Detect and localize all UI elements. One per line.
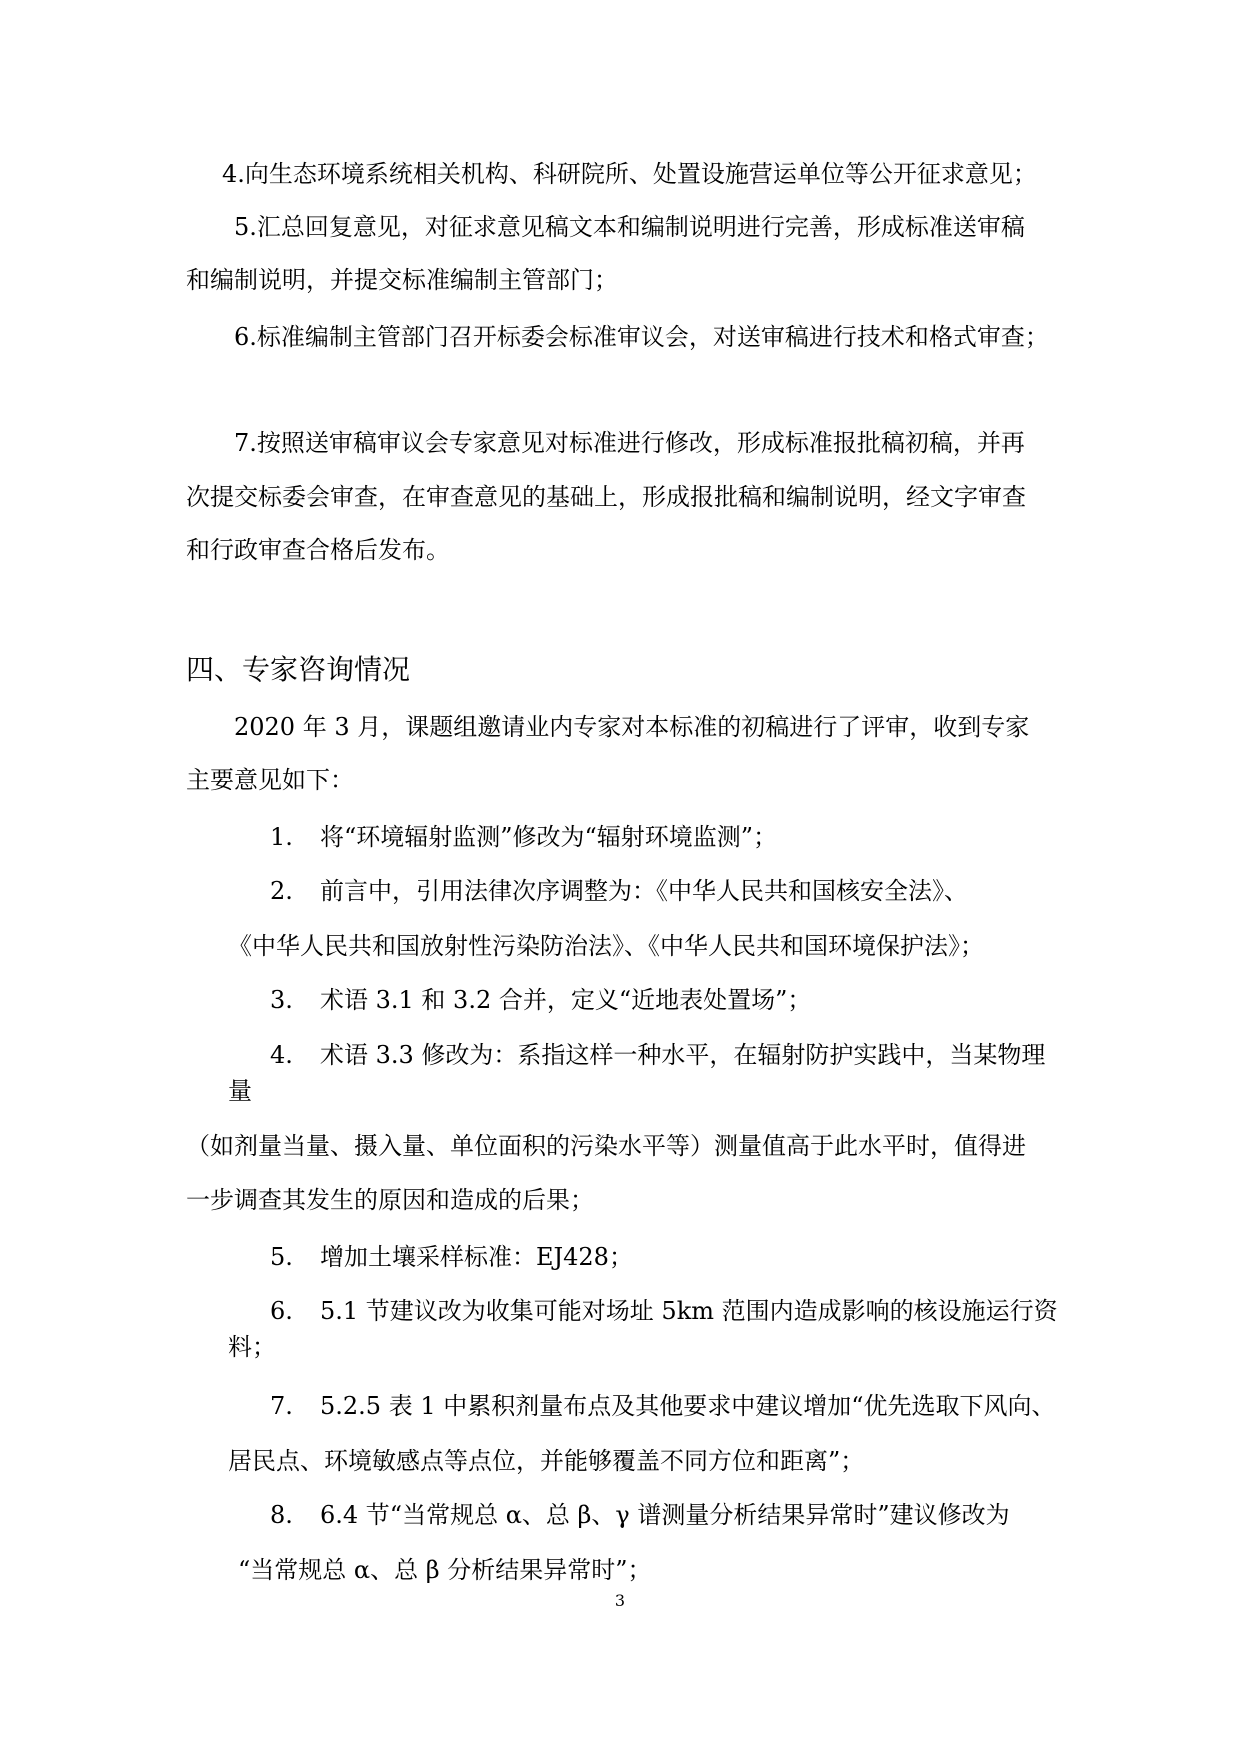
list-item-1 (270, 822, 777, 852)
list-item-text: 术语 3.1 和 3.2 合并，定义“近地表处置场”； (320, 986, 812, 1014)
list-item-text: 增加土壤采样标准：EJ428； (320, 1243, 633, 1271)
list-item-6 (270, 1296, 1058, 1326)
paragraph-step-7-line-2: 次提交标委会审查，在审查意见的基础上，形成报批稿和编制说明，经文字审查 (186, 483, 1026, 511)
list-item-4 (270, 1040, 1045, 1070)
paragraph-step-5-line-1: 5.汇总回复意见，对征求意见稿文本和编制说明进行完善，形成标准送审稿 (234, 213, 1025, 241)
list-item-number: 1. (270, 823, 293, 851)
list-item-3 (270, 985, 811, 1015)
list-item-text: 6.4 节“当常规总 α、总 β、γ 谱测量分析结果异常时”建议修改为 (320, 1501, 1010, 1529)
page-number: 3 (614, 1591, 626, 1610)
intro-line-1: 2020 年 3 月，课题组邀请业内专家对本标准的初稿进行了评审，收到专家 (234, 713, 1030, 741)
paragraph-step-4: 4.向生态环境系统相关机构、科研院所、处置设施营运单位等公开征求意见； (222, 160, 1037, 188)
paragraph-step-5-line-2: 和编制说明，并提交标准编制主管部门； (186, 266, 618, 294)
list-item-number: 7. (270, 1392, 293, 1420)
list-item-number: 5. (270, 1243, 293, 1271)
paragraph-step-7-line-3: 和行政审查合格后发布。 (186, 536, 450, 564)
intro-line-2: 主要意见如下： (186, 766, 354, 794)
list-item-4-continuation-1: 量 (228, 1077, 252, 1105)
list-item-text: 将“环境辐射监测”修改为“辐射环境监测”； (320, 823, 778, 851)
list-item-number: 6. (270, 1297, 293, 1325)
list-item-number: 3. (270, 986, 293, 1014)
list-item-8-continuation: “当常规总 α、总 β 分析结果异常时”； (238, 1556, 652, 1584)
list-item-number: 8. (270, 1501, 293, 1529)
list-item-text: 5.1 节建议改为收集可能对场址 5km 范围内造成影响的核设施运行资 (320, 1297, 1058, 1325)
list-item-5 (270, 1242, 633, 1272)
list-item-4-continuation-2: （如剂量当量、摄入量、单位面积的污染水平等）测量值高于此水平时，值得进 (186, 1132, 1026, 1160)
list-item-number: 2. (270, 877, 293, 905)
list-item-text: 前言中，引用法律次序调整为：《中华人民共和国核安全法》、 (320, 877, 968, 905)
list-item-text: 术语 3.3 修改为：系指这样一种水平，在辐射防护实践中，当某物理 (320, 1041, 1046, 1069)
paragraph-step-6: 6.标准编制主管部门召开标委会标准审议会，对送审稿进行技术和格式审查； (234, 323, 1049, 351)
list-item-number: 4. (270, 1041, 293, 1069)
list-item-8 (270, 1500, 1010, 1530)
list-item-text: 5.2.5 表 1 中累积剂量布点及其他要求中建议增加“优先选取下风向、 (320, 1392, 1056, 1420)
section-heading: 四、专家咨询情况 (186, 653, 411, 686)
list-item-7 (270, 1391, 1056, 1421)
paragraph-step-7-line-1: 7.按照送审稿审议会专家意见对标准进行修改，形成标准报批稿初稿，并再 (234, 429, 1025, 457)
list-item-4-continuation-3: 一步调查其发生的原因和造成的后果； (186, 1186, 594, 1214)
list-item-2 (270, 876, 968, 906)
list-item-7-continuation: 居民点、环境敏感点等点位，并能够覆盖不同方位和距离”； (228, 1447, 865, 1475)
list-item-6-continuation: 料； (228, 1333, 276, 1361)
list-item-2-continuation: 《中华人民共和国放射性污染防治法》、《中华人民共和国环境保护法》； (228, 932, 984, 960)
